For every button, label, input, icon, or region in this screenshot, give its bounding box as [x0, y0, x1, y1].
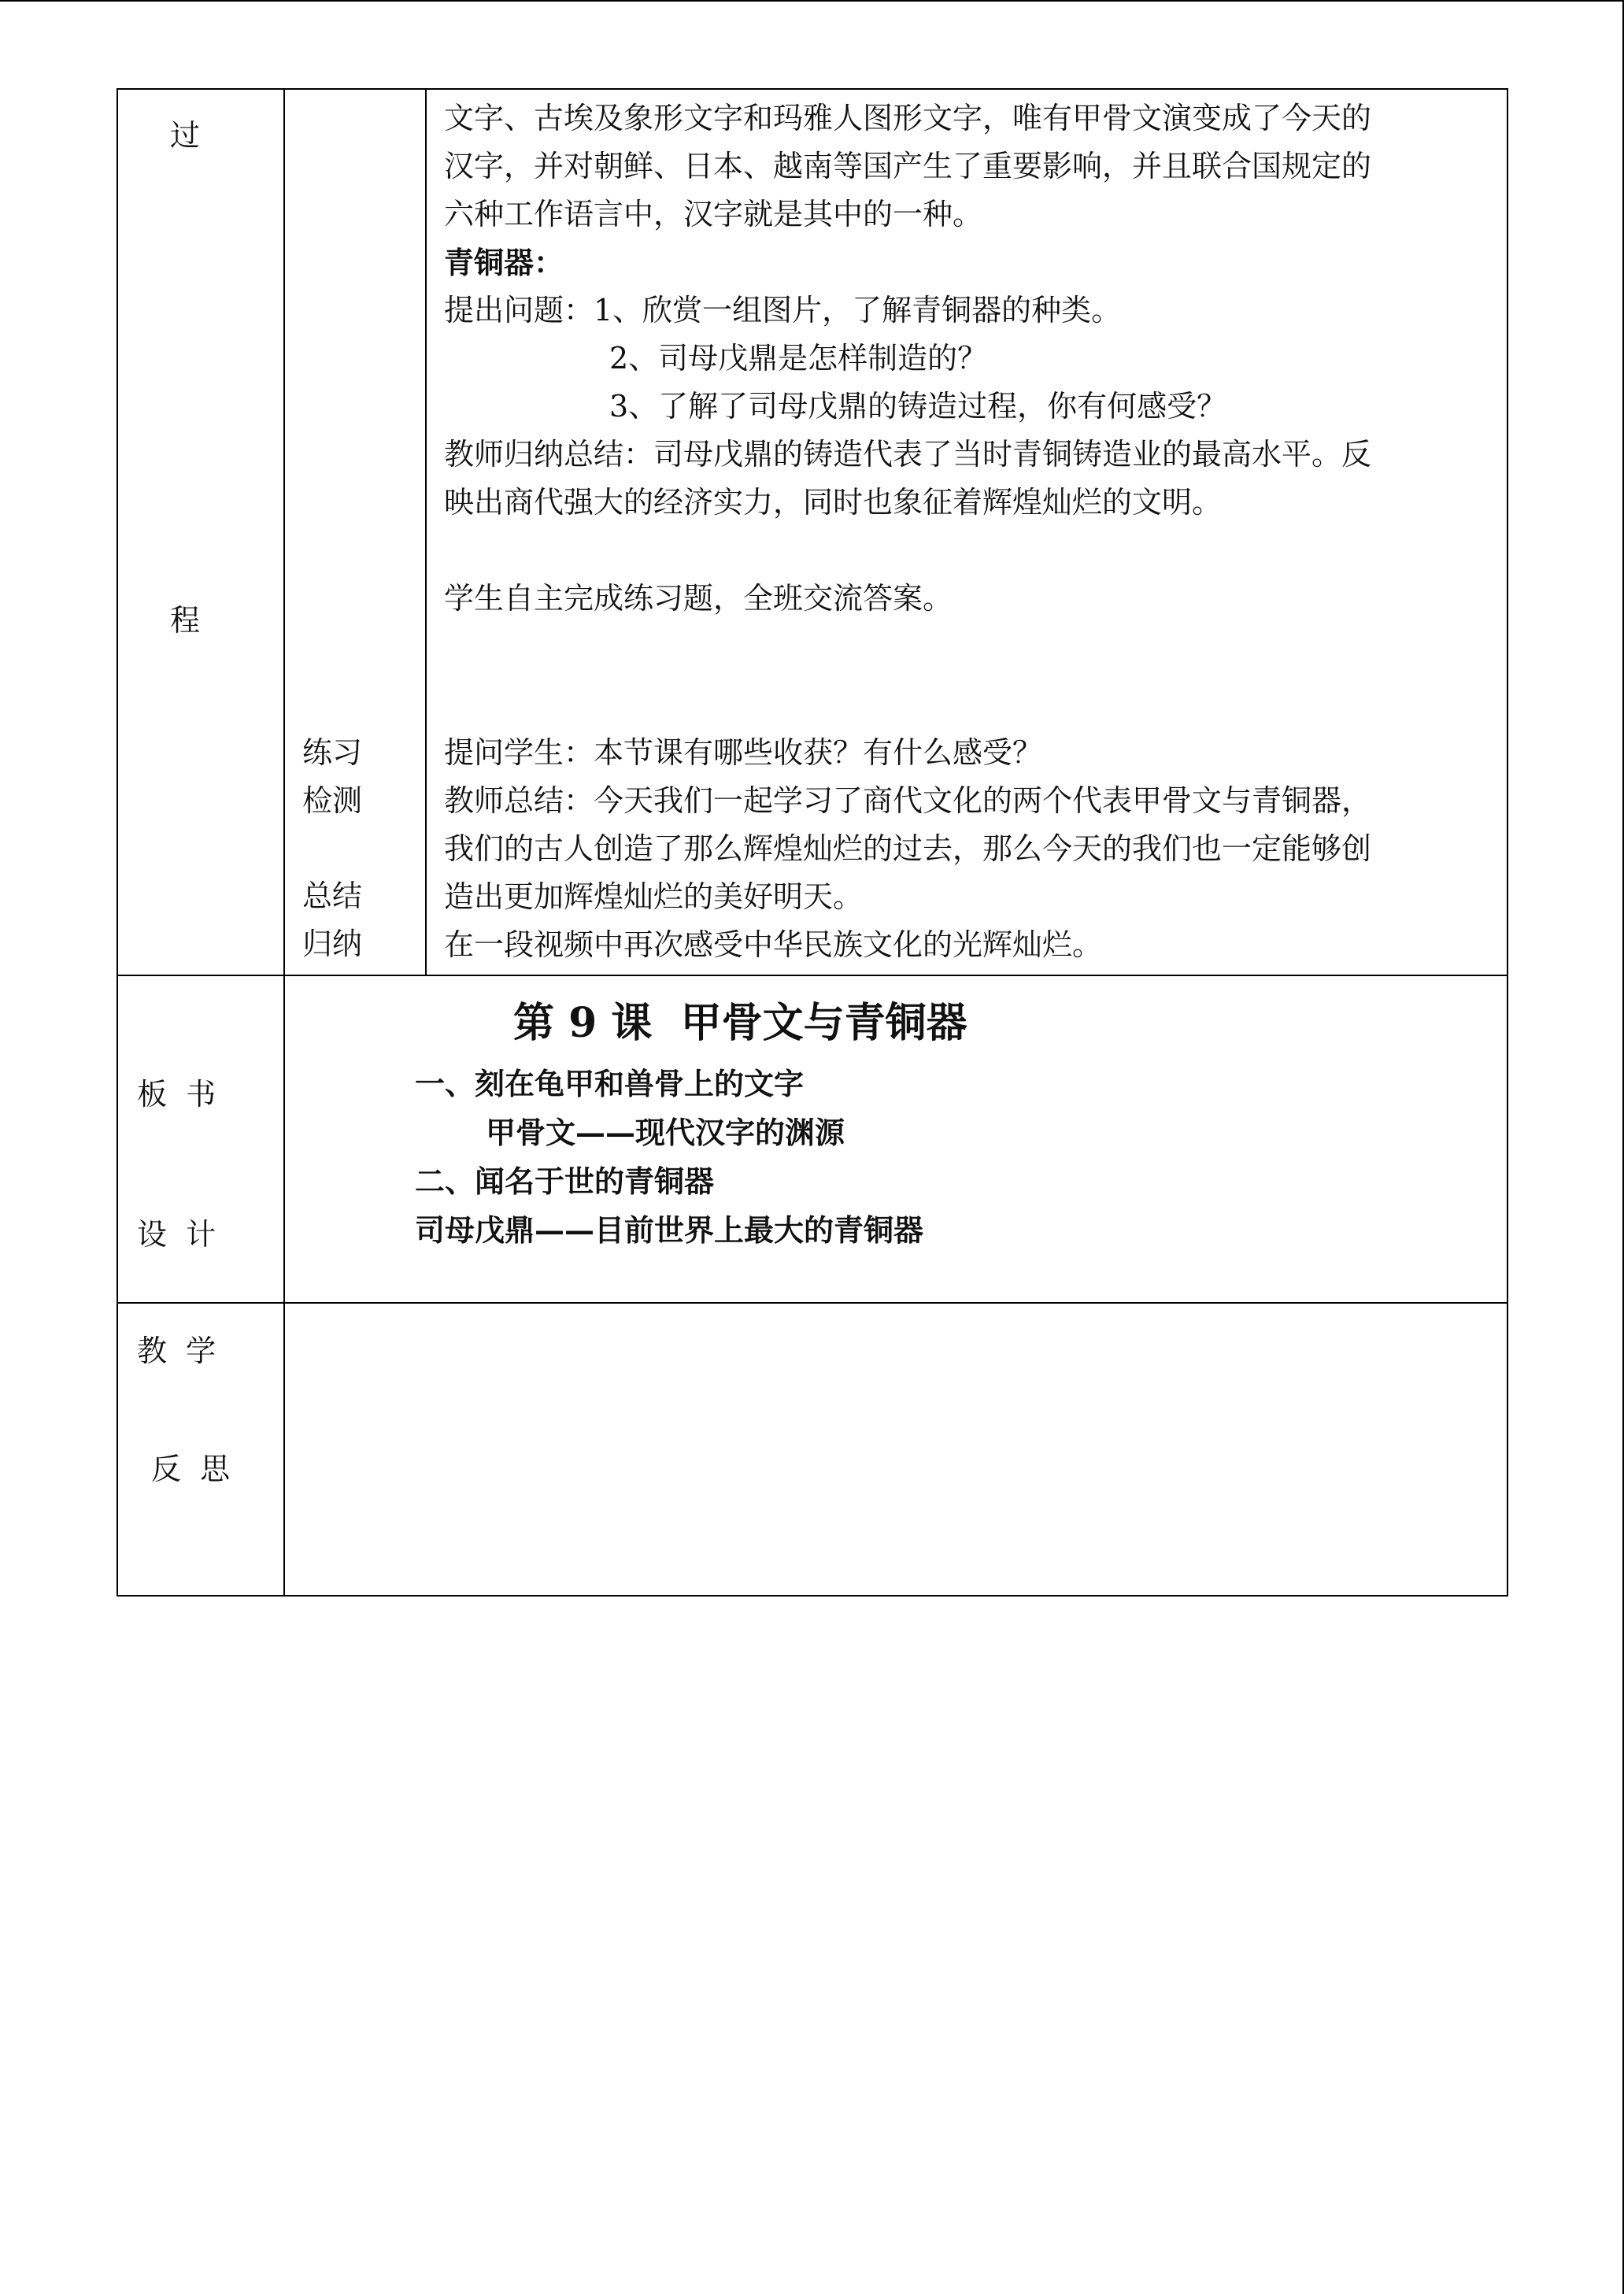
board-line-2: 甲骨文——现代汉字的渊源	[486, 1115, 845, 1150]
board-row	[117, 975, 1507, 1303]
question-line: 2、司母戊鼎是怎样制造的？	[609, 341, 988, 376]
process-line: 六种工作语言中，汉字就是其中的一种。	[444, 197, 983, 231]
closing-line: 教师总结：今天我们一起学习了商代文化的两个代表甲骨文与青铜器，	[444, 783, 1372, 818]
question-line: 提出问题：1、欣赏一组图片，了解青铜器的种类。	[444, 293, 1122, 327]
student-practice: 学生自主完成练习题，全班交流答案。	[444, 581, 953, 616]
practice-label-1: 练习	[302, 735, 363, 770]
process-label-cell	[117, 89, 284, 975]
board-line-3: 二、闻名于世的青铜器	[415, 1164, 715, 1199]
board-content-cell	[284, 975, 1507, 1303]
summary-label-1: 总结	[302, 879, 363, 913]
summary-label-2: 归纳	[302, 927, 363, 961]
board-label-cell	[117, 975, 284, 1303]
reflection-label-1: 教 学	[137, 1334, 216, 1368]
board-title: 第 9 课 甲骨文与青铜器	[513, 999, 967, 1047]
process-line: 文字、古埃及象形文字和玛雅人图形文字，唯有甲骨文演变成了今天的	[444, 101, 1372, 135]
practice-label-2: 检测	[302, 783, 363, 818]
board-line-1: 一、刻在龟甲和兽骨上的文字	[415, 1066, 805, 1101]
process-row	[117, 89, 1507, 975]
process-sub-label-cell	[284, 89, 426, 975]
board-label-1: 板 书	[137, 1077, 216, 1112]
closing-line: 造出更加辉煌灿烂的美好明天。	[444, 879, 864, 914]
process-label-bottom: 程	[170, 603, 201, 638]
lesson-plan-table	[117, 88, 1508, 1597]
process-label-top: 过	[170, 118, 201, 153]
reflection-row	[117, 1303, 1507, 1596]
board-label-2: 设 计	[137, 1217, 216, 1252]
closing-line: 我们的古人创造了那么辉煌灿烂的过去，那么今天的我们也一定能够创	[444, 831, 1372, 866]
reflection-content-cell	[284, 1303, 1507, 1596]
teacher-summary-line: 映出商代强大的经济实力，同时也象征着辉煌灿烂的文明。	[444, 485, 1223, 520]
board-line-4: 司母戊鼎——目前世界上最大的青铜器	[415, 1212, 924, 1248]
closing-line: 在一段视频中再次感受中华民族文化的光辉灿烂。	[444, 927, 1103, 962]
question-line: 3、了解了司母戊鼎的铸造过程，你有何感受？	[609, 389, 1227, 424]
process-line: 汉字，并对朝鲜、日本、越南等国产生了重要影响，并且联合国规定的	[444, 149, 1372, 183]
reflection-label-cell	[117, 1303, 284, 1596]
teacher-summary-line: 教师归纳总结：司母戊鼎的铸造代表了当时青铜铸造业的最高水平。反	[444, 437, 1372, 472]
closing-line: 提问学生：本节课有哪些收获？有什么感受？	[444, 735, 1043, 770]
process-content-cell	[426, 89, 1507, 975]
bronze-heading: 青铜器：	[444, 245, 564, 280]
reflection-label-2: 反 思	[151, 1452, 231, 1486]
